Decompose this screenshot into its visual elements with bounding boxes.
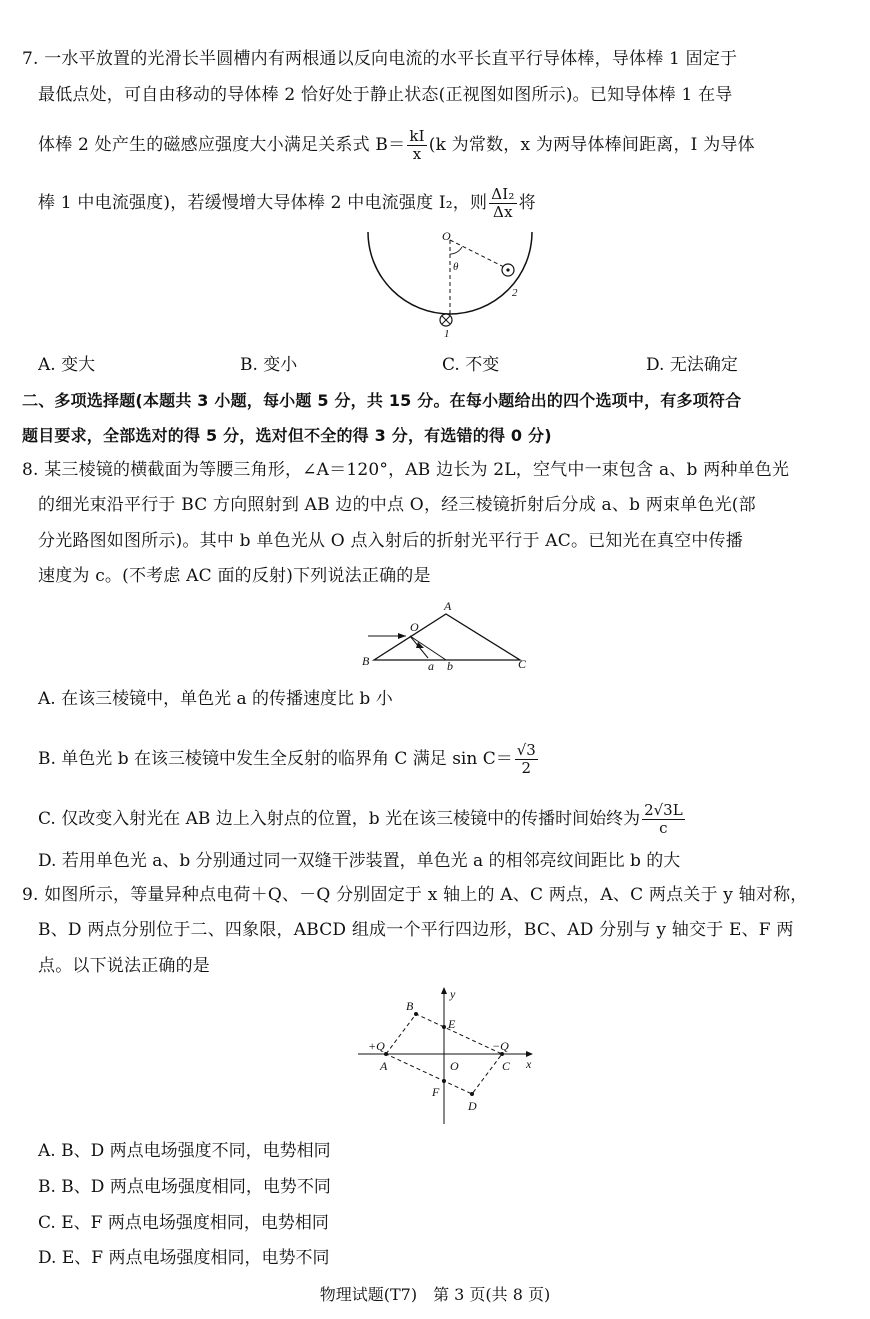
- q8-line-3: 分光路图如图所示)。其中 b 单色光从 O 点入射后的折射光平行于 AC。已知光在真空中传播: [38, 531, 743, 551]
- q8-option-c-num: 2√3L: [644, 801, 683, 819]
- q8-line-2: 的细光束沿平行于 BC 方向照射到 AB 边的中点 O，经三棱镜折射后分成 a、b 两束单色光(部: [38, 495, 756, 515]
- q9-line-2: B、D 两点分别位于二、四象限，ABCD 组成一个平行四边形，BC、AD 分别与 y 轴交于 E、F 两: [38, 920, 794, 940]
- q7-label-O: O: [442, 229, 451, 243]
- q9-label-C: C: [502, 1059, 511, 1073]
- q8-option-c-den: c: [659, 819, 668, 837]
- q7-frac-den: x: [412, 145, 422, 163]
- q8-option-a: A. 在该三棱镜中，单色光 a 的传播速度比 b 小: [38, 689, 393, 709]
- q9-point-E: [442, 1025, 446, 1029]
- q8-incident-arrow-icon: [398, 633, 406, 639]
- q8-line-1: 8. 某三棱镜的横截面为等腰三角形，∠A＝120°，AB 边长为 2L，空气中一束包含 a、b 两种单色光: [22, 460, 790, 480]
- q7-label-2: 2: [512, 287, 518, 299]
- q9-y-axis-arrow-icon: [441, 987, 447, 994]
- q9-label-D: D: [468, 1099, 477, 1113]
- q8-option-b-den: 2: [521, 759, 532, 777]
- q9-option-c: C. E、F 两点电场强度相同，电势相同: [38, 1213, 329, 1233]
- q9-label-B: B: [406, 999, 414, 1013]
- q9-label-x: x: [526, 1057, 532, 1071]
- q7-figure: [360, 228, 540, 340]
- q8-ray-b: [410, 636, 446, 660]
- q9-label-O: O: [450, 1059, 459, 1073]
- q9-point-B: [414, 1012, 418, 1016]
- q9-label-F: F: [432, 1085, 440, 1099]
- q7-line-3b: (k 为常数，x 为两导体棒间距离，I 为导体: [428, 135, 755, 155]
- q8-label-C: C: [518, 657, 527, 671]
- q8-label-b: b: [447, 659, 453, 673]
- q9-line-1: 9. 如图所示，等量异种点电荷＋Q、－Q 分别固定于 x 轴上的 A、C 两点，A、C 两点关于 y 轴对称，: [22, 885, 808, 905]
- q9-label-plusQ: +Q: [368, 1039, 385, 1053]
- q8-label-B: B: [362, 654, 370, 668]
- q7-frac2-den: Δx: [493, 203, 513, 221]
- section2-heading-cont: 题目要求，全部选对的得 5 分，选对但不全的得 3 分，有选错的得 0 分): [22, 426, 552, 445]
- q8-prism-triangle: [374, 614, 520, 660]
- q9-label-E: E: [448, 1017, 456, 1031]
- q7-fraction-dI-dx: [489, 186, 516, 221]
- q8-label-a: a: [428, 659, 434, 673]
- q9-figure: [354, 984, 544, 1126]
- q7-label-1: 1: [444, 328, 450, 340]
- page-footer: 物理试题(T7) 第 3 页(共 8 页): [319, 1285, 551, 1304]
- q7-option-a: A. 变大: [38, 355, 96, 375]
- q7-fraction-kI-x: [407, 128, 426, 163]
- q8-option-b-num: √3: [516, 741, 536, 759]
- q9-label-y: y: [450, 987, 456, 1001]
- q7-line-1: 7. 一水平放置的光滑长半圆槽内有两根通以反向电流的水平长直平行导体棒，导体棒 1 固定于: [22, 49, 738, 69]
- q9-option-a: A. B、D 两点电场强度不同，电势相同: [38, 1141, 331, 1161]
- q8-option-b-fraction: [515, 742, 538, 777]
- q7-line-4b: 将: [518, 193, 536, 213]
- q7-label-theta: θ: [453, 261, 459, 273]
- q7-frac2-num: ΔI₂: [491, 185, 515, 203]
- q9-point-D: [470, 1092, 474, 1096]
- q9-label-minusQ: −Q: [492, 1039, 509, 1053]
- q8-option-c-fraction: [642, 802, 685, 837]
- q7-line-4a: 棒 1 中电流强度)，若缓慢增大导体棒 2 中电流强度 I₂，则: [38, 193, 488, 213]
- q7-angle-arc: [450, 247, 462, 254]
- q7-option-d: D. 无法确定: [646, 355, 738, 375]
- q9-option-b: B. B、D 两点电场强度相同，电势不同: [38, 1177, 331, 1197]
- q8-option-b: [38, 742, 540, 777]
- q7-line-4: [38, 186, 852, 221]
- q8-label-O: O: [410, 620, 419, 634]
- q7-option-b: B. 变小: [240, 355, 298, 375]
- q9-line-3: 点。以下说法正确的是: [38, 956, 210, 976]
- q8-label-A: A: [444, 599, 452, 613]
- q7-line-3a: 体棒 2 处产生的磁感应强度大小满足关系式 B＝: [38, 135, 406, 155]
- q7-line-3: [38, 128, 852, 163]
- q8-line-4: 速度为 c。(不考虑 AC 面的反射)下列说法正确的是: [38, 566, 431, 586]
- q8-figure: [360, 598, 535, 676]
- q7-frac-num: kI: [409, 127, 425, 145]
- q7-option-c: C. 不变: [442, 355, 500, 375]
- q8-option-b-text: B. 单色光 b 在该三棱镜中发生全反射的临界角 C 满足 sin C＝: [38, 749, 513, 769]
- q9-option-d: D. E、F 两点电场强度相同，电势不同: [38, 1248, 330, 1268]
- q7-line-2: 最低点处，可自由移动的导体棒 2 恰好处于静止状态(正视图如图所示)。已知导体棒 1 在导: [38, 85, 733, 105]
- q7-conductor-2-center: [506, 268, 509, 271]
- q8-option-c-text: C. 仅改变入射光在 AB 边上入射点的位置，b 光在该三棱镜中的传播时间始终为: [38, 809, 641, 829]
- q9-label-A: A: [380, 1059, 388, 1073]
- q9-point-F: [442, 1079, 446, 1083]
- section2-heading: 二、多项选择题(本题共 3 小题，每小题 5 分，共 15 分。在每小题给出的四个选项中，有多项符合: [22, 391, 742, 410]
- q8-option-d: D. 若用单色光 a、b 分别通过同一双缝干涉装置，单色光 a 的相邻亮纹间距比 b 的大: [38, 851, 681, 871]
- q8-option-c: [38, 802, 687, 837]
